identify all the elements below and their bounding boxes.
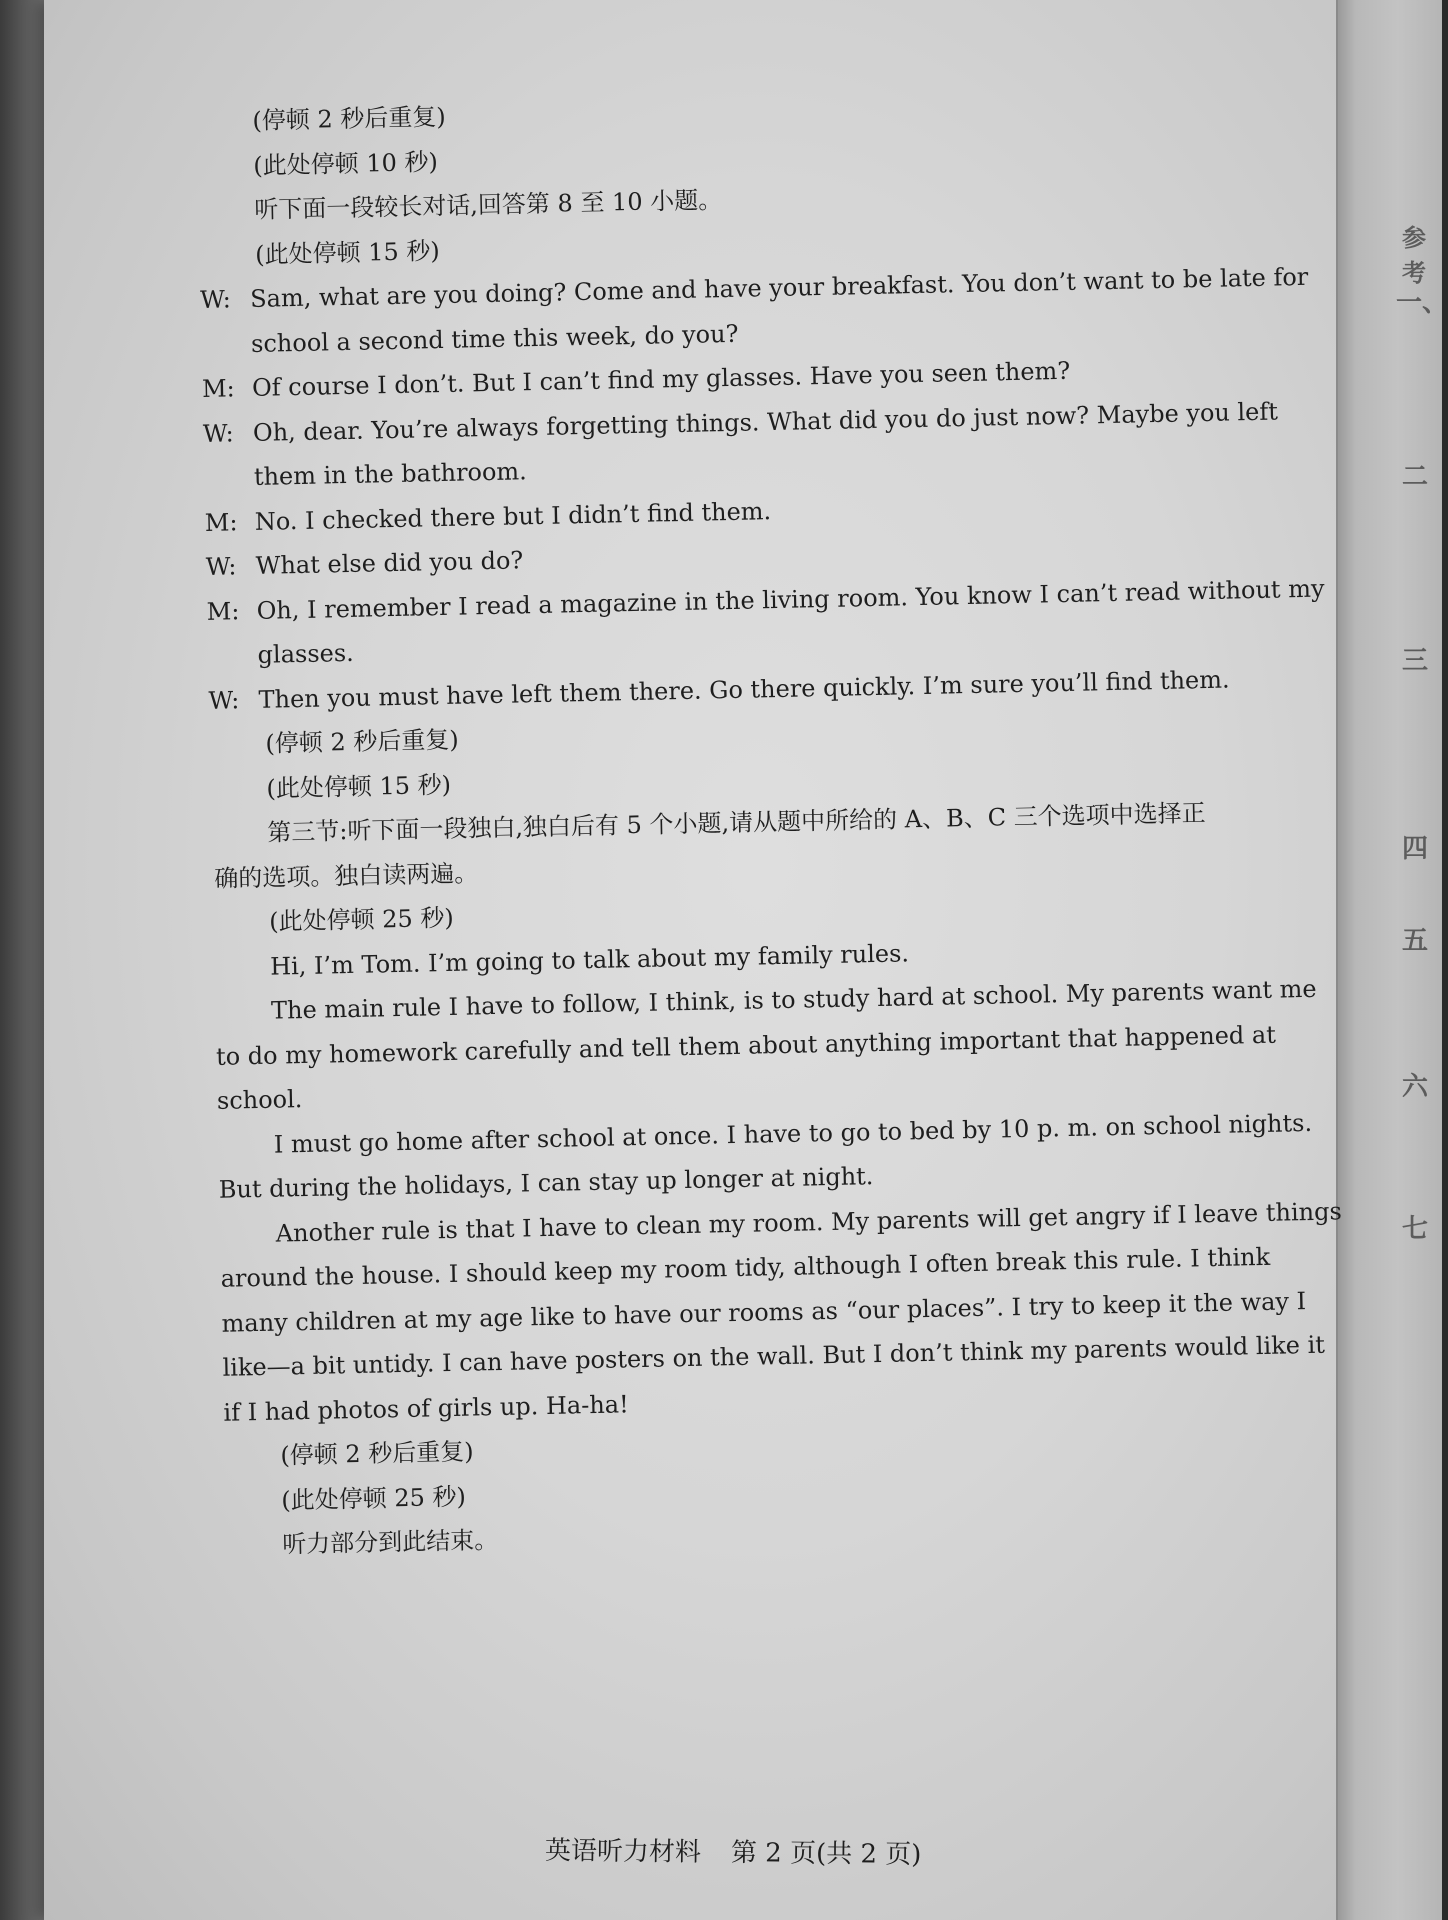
- edge-label-4: 三: [1402, 646, 1429, 676]
- section-heading: 第三节:听下面一段独白,独白后有 5 个小题,请从题中所给的 A、B、C 三个选项中选择正: [267, 799, 1206, 847]
- edge-label-1: 参考: [1402, 224, 1426, 287]
- monologue-line: Hi, I’m Tom. I’m going to talk about my family rules.: [269, 938, 910, 981]
- monologue: [214, 921, 1366, 1434]
- edge-label-5: 四: [1402, 834, 1429, 864]
- monologue-line: to do my homework carefully and tell them about anything important that happened at: [215, 1020, 1277, 1071]
- closing-note: 听力部分到此结束。: [281, 1526, 499, 1559]
- page-footer: [545, 1830, 922, 1871]
- monologue-line: Another rule is that I have to clean my room. My parents will get angry if I leave things: [275, 1196, 1343, 1248]
- edge-label-8: 七: [1402, 1214, 1429, 1244]
- monologue-line: I must go home after school at once. I have to go to bed by 10 p. m. on school nights.: [273, 1108, 1313, 1159]
- edge-label-6: 五: [1402, 926, 1429, 956]
- speaker-label: M:: [201, 374, 236, 403]
- page-number: 第 2 页(共 2 页): [730, 1837, 922, 1870]
- dialogue-continuation: them in the bathroom.: [253, 457, 528, 491]
- utterance: What else did you do?: [255, 546, 524, 580]
- pause-note: (此处停顿 25 秒): [268, 903, 455, 936]
- dialogue-continuation: glasses.: [257, 638, 355, 669]
- monologue-line: many children at my age like to have our rooms as “our places”. I try to keep it the way I: [221, 1286, 1307, 1338]
- edge-label-2: 一、: [1396, 288, 1448, 318]
- section-heading-continuation: 确的选项。独白读两遍。: [214, 858, 479, 893]
- utterance: No. I checked there but I didn’t find them.: [254, 496, 772, 536]
- speaker-label: M:: [206, 596, 240, 626]
- footer-title: 英语听力材料: [544, 1836, 702, 1868]
- pause-note: (停顿 2 秒后重复): [252, 102, 446, 135]
- monologue-line: like—a bit untidy. I can have posters on the wall. But I don’t think my parents would like it: [222, 1330, 1326, 1382]
- pause-note: (停顿 2 秒后重复): [265, 725, 460, 758]
- utterance: Oh, dear. You’re always forgetting things. What did you do just now? Maybe you left: [252, 396, 1279, 447]
- pause-note: (此处停顿 15 秒): [254, 236, 441, 269]
- utterance: Oh, I remember I read a magazine in the living room. You know I can’t read without my: [256, 574, 1325, 625]
- pause-note: (此处停顿 15 秒): [266, 770, 452, 803]
- speaker-label: W:: [199, 285, 232, 314]
- pause-note: (此处停顿 25 秒): [281, 1482, 467, 1515]
- utterance: Sam, what are you doing? Come and have your breakfast. You don’t want to be late for: [249, 262, 1309, 313]
- pause-note: (停顿 2 秒后重复): [280, 1437, 474, 1470]
- utterance: Then you must have left them there. Go there quickly. I’m sure you’ll find them.: [258, 665, 1230, 714]
- monologue-line: around the house. I should keep my room tidy, although I often break this rule. I think: [220, 1242, 1271, 1293]
- edge-label-7: 六: [1402, 1072, 1429, 1102]
- monologue-line: school.: [216, 1085, 303, 1115]
- monologue-line: But during the holidays, I can stay up longer at night.: [218, 1162, 874, 1204]
- speaker-label: W:: [205, 552, 237, 581]
- instruction: 听下面一段较长对话,回答第 8 至 10 小题。: [254, 186, 723, 224]
- pause-note: (此处停顿 10 秒): [253, 147, 439, 180]
- dialogue-continuation: school a second time this week, do you?: [250, 319, 739, 358]
- speaker-label: M:: [204, 507, 238, 537]
- dialogue: [200, 254, 1351, 723]
- utterance: Of course I don’t. But I can’t find my glasses. Have you seen them?: [251, 356, 1071, 402]
- document-body: [198, 76, 1369, 1568]
- speaker-label: W:: [208, 685, 240, 715]
- monologue-line: The main rule I have to follow, I think, is to study hard at school. My parents want me: [270, 974, 1317, 1025]
- speaker-label: W:: [202, 418, 234, 448]
- monologue-line: if I had photos of girls up. Ha-ha!: [223, 1389, 629, 1427]
- edge-label-3: 二: [1402, 462, 1429, 492]
